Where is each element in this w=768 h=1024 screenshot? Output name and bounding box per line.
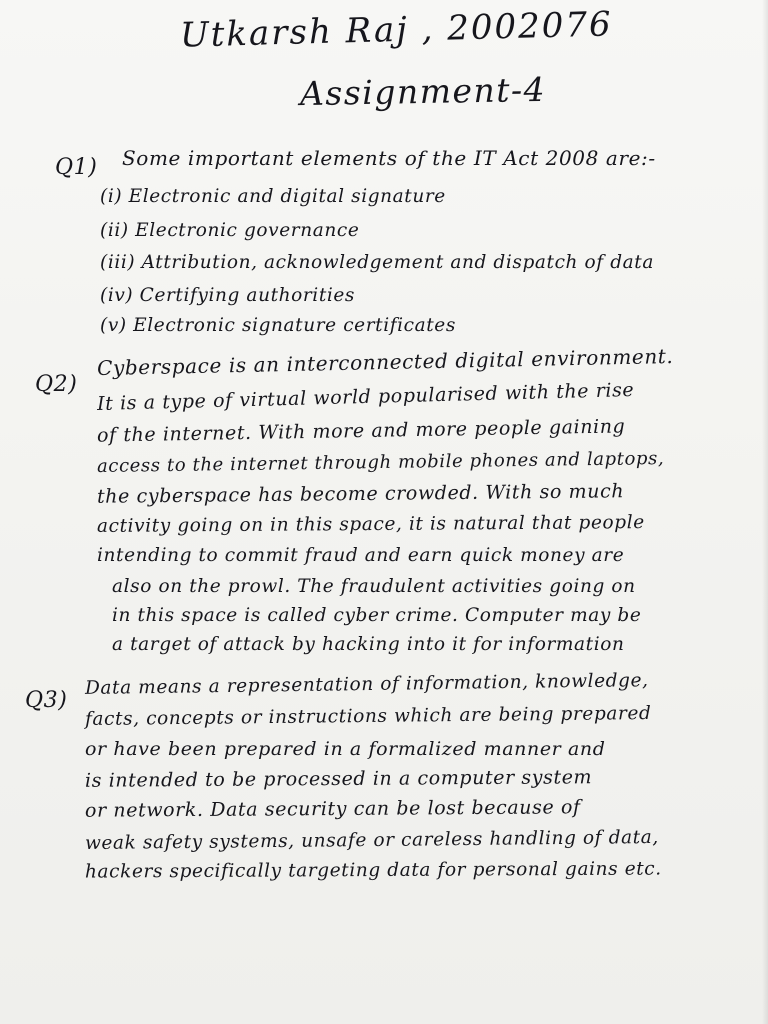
q3-line-2: facts, concepts or instructions which are being prepared xyxy=(84,703,652,730)
q3-line-4: is intended to be processed in a computer system xyxy=(84,766,593,792)
assignment-title: Assignment-4 xyxy=(299,69,547,114)
q2-label: Q2) xyxy=(35,372,78,397)
q2-line-2: It is a type of virtual world popularised with the rise xyxy=(96,378,635,416)
q2-line-10: a target of attack by hacking into it for information xyxy=(112,634,625,655)
q3-line-3: or have been prepared in a formalized manner and xyxy=(85,738,606,760)
q1-item-3: (iii) Attribution, acknowledgement and dispatch of data xyxy=(100,252,654,273)
q1-intro: Some important elements of the IT Act 2008 are:- xyxy=(122,146,656,170)
q2-line-4: access to the internet through mobile phones and laptops, xyxy=(96,448,665,477)
q2-line-6: activity going on in this space, it is natural that people xyxy=(96,512,645,537)
page-edge-shadow xyxy=(762,0,768,1024)
q1-item-1: (i) Electronic and digital signature xyxy=(100,186,446,207)
q3-label: Q3) xyxy=(25,688,68,713)
q2-line-8: also on the prowl. The fraudulent activities going on xyxy=(112,576,636,597)
q1-item-4: (iv) Certifying authorities xyxy=(100,285,356,306)
q3-line-7: hackers specifically targeting data for personal gains etc. xyxy=(84,858,662,883)
q2-line-9: in this space is called cyber crime. Computer may be xyxy=(112,605,642,626)
q3-line-1: Data means a representation of information, knowledge, xyxy=(84,670,649,699)
q1-item-2: (ii) Electronic governance xyxy=(100,220,360,241)
q2-line-7: intending to commit fraud and earn quick money are xyxy=(97,545,625,566)
q2-line-1: Cyberspace is an interconnected digital environment. xyxy=(96,343,674,381)
q2-line-3: of the internet. With more and more people gaining xyxy=(96,415,626,447)
q1-item-5: (v) Electronic signature certificates xyxy=(100,315,456,336)
q3-line-5: or network. Data security can be lost because of xyxy=(84,796,581,822)
student-name-roll: Utkarsh Raj , 2002076 xyxy=(179,4,614,56)
q3-line-6: weak safety systems, unsafe or careless handling of data, xyxy=(84,826,659,855)
q2-line-5: the cyberspace has become crowded. With so much xyxy=(96,480,625,508)
q1-label: Q1) xyxy=(55,155,98,180)
